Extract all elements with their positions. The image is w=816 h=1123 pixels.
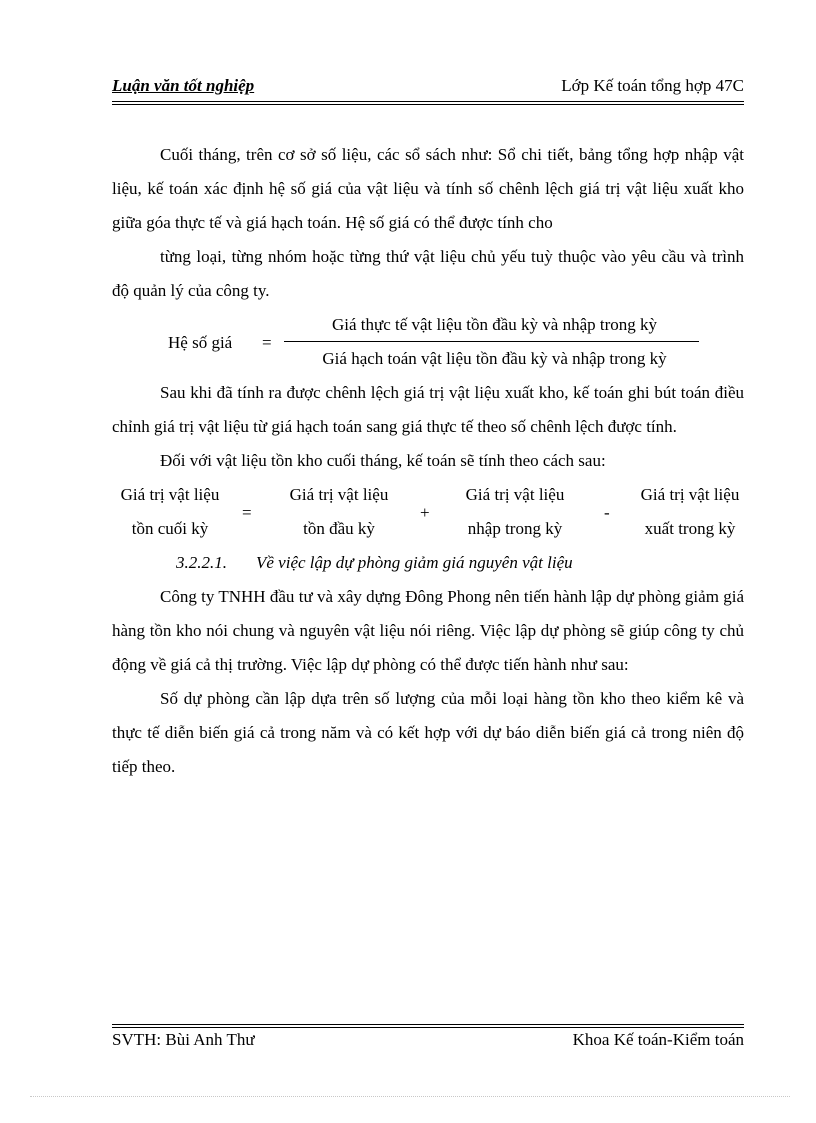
- formula-term-ending: [110, 478, 230, 546]
- formula-ending-inventory: [112, 478, 744, 546]
- page-footer: [112, 1030, 744, 1054]
- formula-denominator: Giá hạch toán vật liệu tồn đầu kỳ và nhập trong kỳ: [322, 349, 667, 368]
- formula-term-received: [450, 478, 580, 546]
- footer-department: Khoa Kế toán-Kiểm toán: [572, 1030, 744, 1049]
- formula-equals: =: [262, 333, 272, 352]
- term-label: tồn cuối kỳ: [131, 519, 209, 538]
- paragraph-1: Cuối tháng, trên cơ sở số liệu, các sổ sách như: Sổ chi tiết, bảng tổng hợp nhập vật liệu, kế toán xác định hệ số giá của vật liệu và tính số chênh lệch giá trị vật liệu xuất kho giữa góa thực tế và giá hạch toán. Hệ số giá có thể được tính cho: [112, 145, 744, 232]
- operator-plus: +: [420, 503, 430, 522]
- term-label: xuất trong kỳ: [644, 519, 736, 538]
- paragraph-2: Sau khi đã tính ra được chênh lệch giá trị vật liệu xuất kho, kế toán ghi bút toán điều chỉnh giá trị vật liệu từ giá hạch toán sang giá thực tế theo số chênh lệch được tính.: [112, 383, 744, 436]
- term-label: nhập trong kỳ: [467, 519, 563, 538]
- formula-term-issued: [624, 478, 756, 546]
- formula-price-coefficient: [112, 308, 744, 376]
- section-title: Về việc lập dự phòng giảm giá nguyên vật liệu: [256, 553, 573, 572]
- term-label: tồn đầu kỳ: [303, 519, 375, 538]
- page-body: [112, 138, 744, 784]
- formula-lhs: Hệ số giá: [168, 333, 233, 352]
- section-heading: [112, 546, 744, 580]
- operator-equals: =: [242, 503, 252, 522]
- paragraph-3: Đối với vật liệu tồn kho cuối tháng, kế toán sẽ tính theo cách sau:: [160, 451, 606, 470]
- page-header: [112, 76, 744, 100]
- page-bottom-divider: [30, 1096, 790, 1097]
- section-number: 3.2.2.1.: [176, 553, 227, 572]
- footer-student-name: SVTH: Bùi Anh Thư: [112, 1030, 255, 1049]
- footer-rule: [112, 1024, 744, 1025]
- operator-minus: -: [604, 503, 610, 522]
- header-rule: [112, 101, 744, 102]
- paragraph-5: Số dự phòng cần lập dựa trên số lượng của mỗi loại hàng tồn kho theo kiểm kê và thực tế diễn biến giá cả trong năm và có kết hợp với dự báo diễn biến giá cả trong niên độ tiếp theo.: [112, 689, 744, 776]
- header-thesis-title: Luận văn tốt nghiệp: [112, 76, 255, 95]
- formula-term-opening: [274, 478, 404, 546]
- term-label: Giá trị vật liệu: [640, 485, 740, 504]
- term-label: Giá trị vật liệu: [120, 485, 220, 504]
- paragraph-4: Công ty TNHH đầu tư và xây dựng Đông Phong nên tiến hành lập dự phòng giảm giá hàng tồn kho nói chung và nguyên vật liệu nói riêng. Việc lập dự phòng sẽ giúp công ty chủ động về giá cả thị trường. Việc lập dự phòng có thể được tiến hành như sau:: [112, 587, 744, 674]
- term-label: Giá trị vật liệu: [289, 485, 389, 504]
- paragraph-1-continued: từng loại, từng nhóm hoặc từng thứ vật liệu chủ yếu tuỳ thuộc vào yêu cầu và trình độ quản lý của công ty.: [112, 247, 744, 300]
- header-class-name: Lớp Kế toán tổng hợp 47C: [561, 76, 744, 95]
- term-label: Giá trị vật liệu: [465, 485, 565, 504]
- formula-numerator: Giá thực tế vật liệu tồn đầu kỳ và nhập trong kỳ: [331, 315, 658, 334]
